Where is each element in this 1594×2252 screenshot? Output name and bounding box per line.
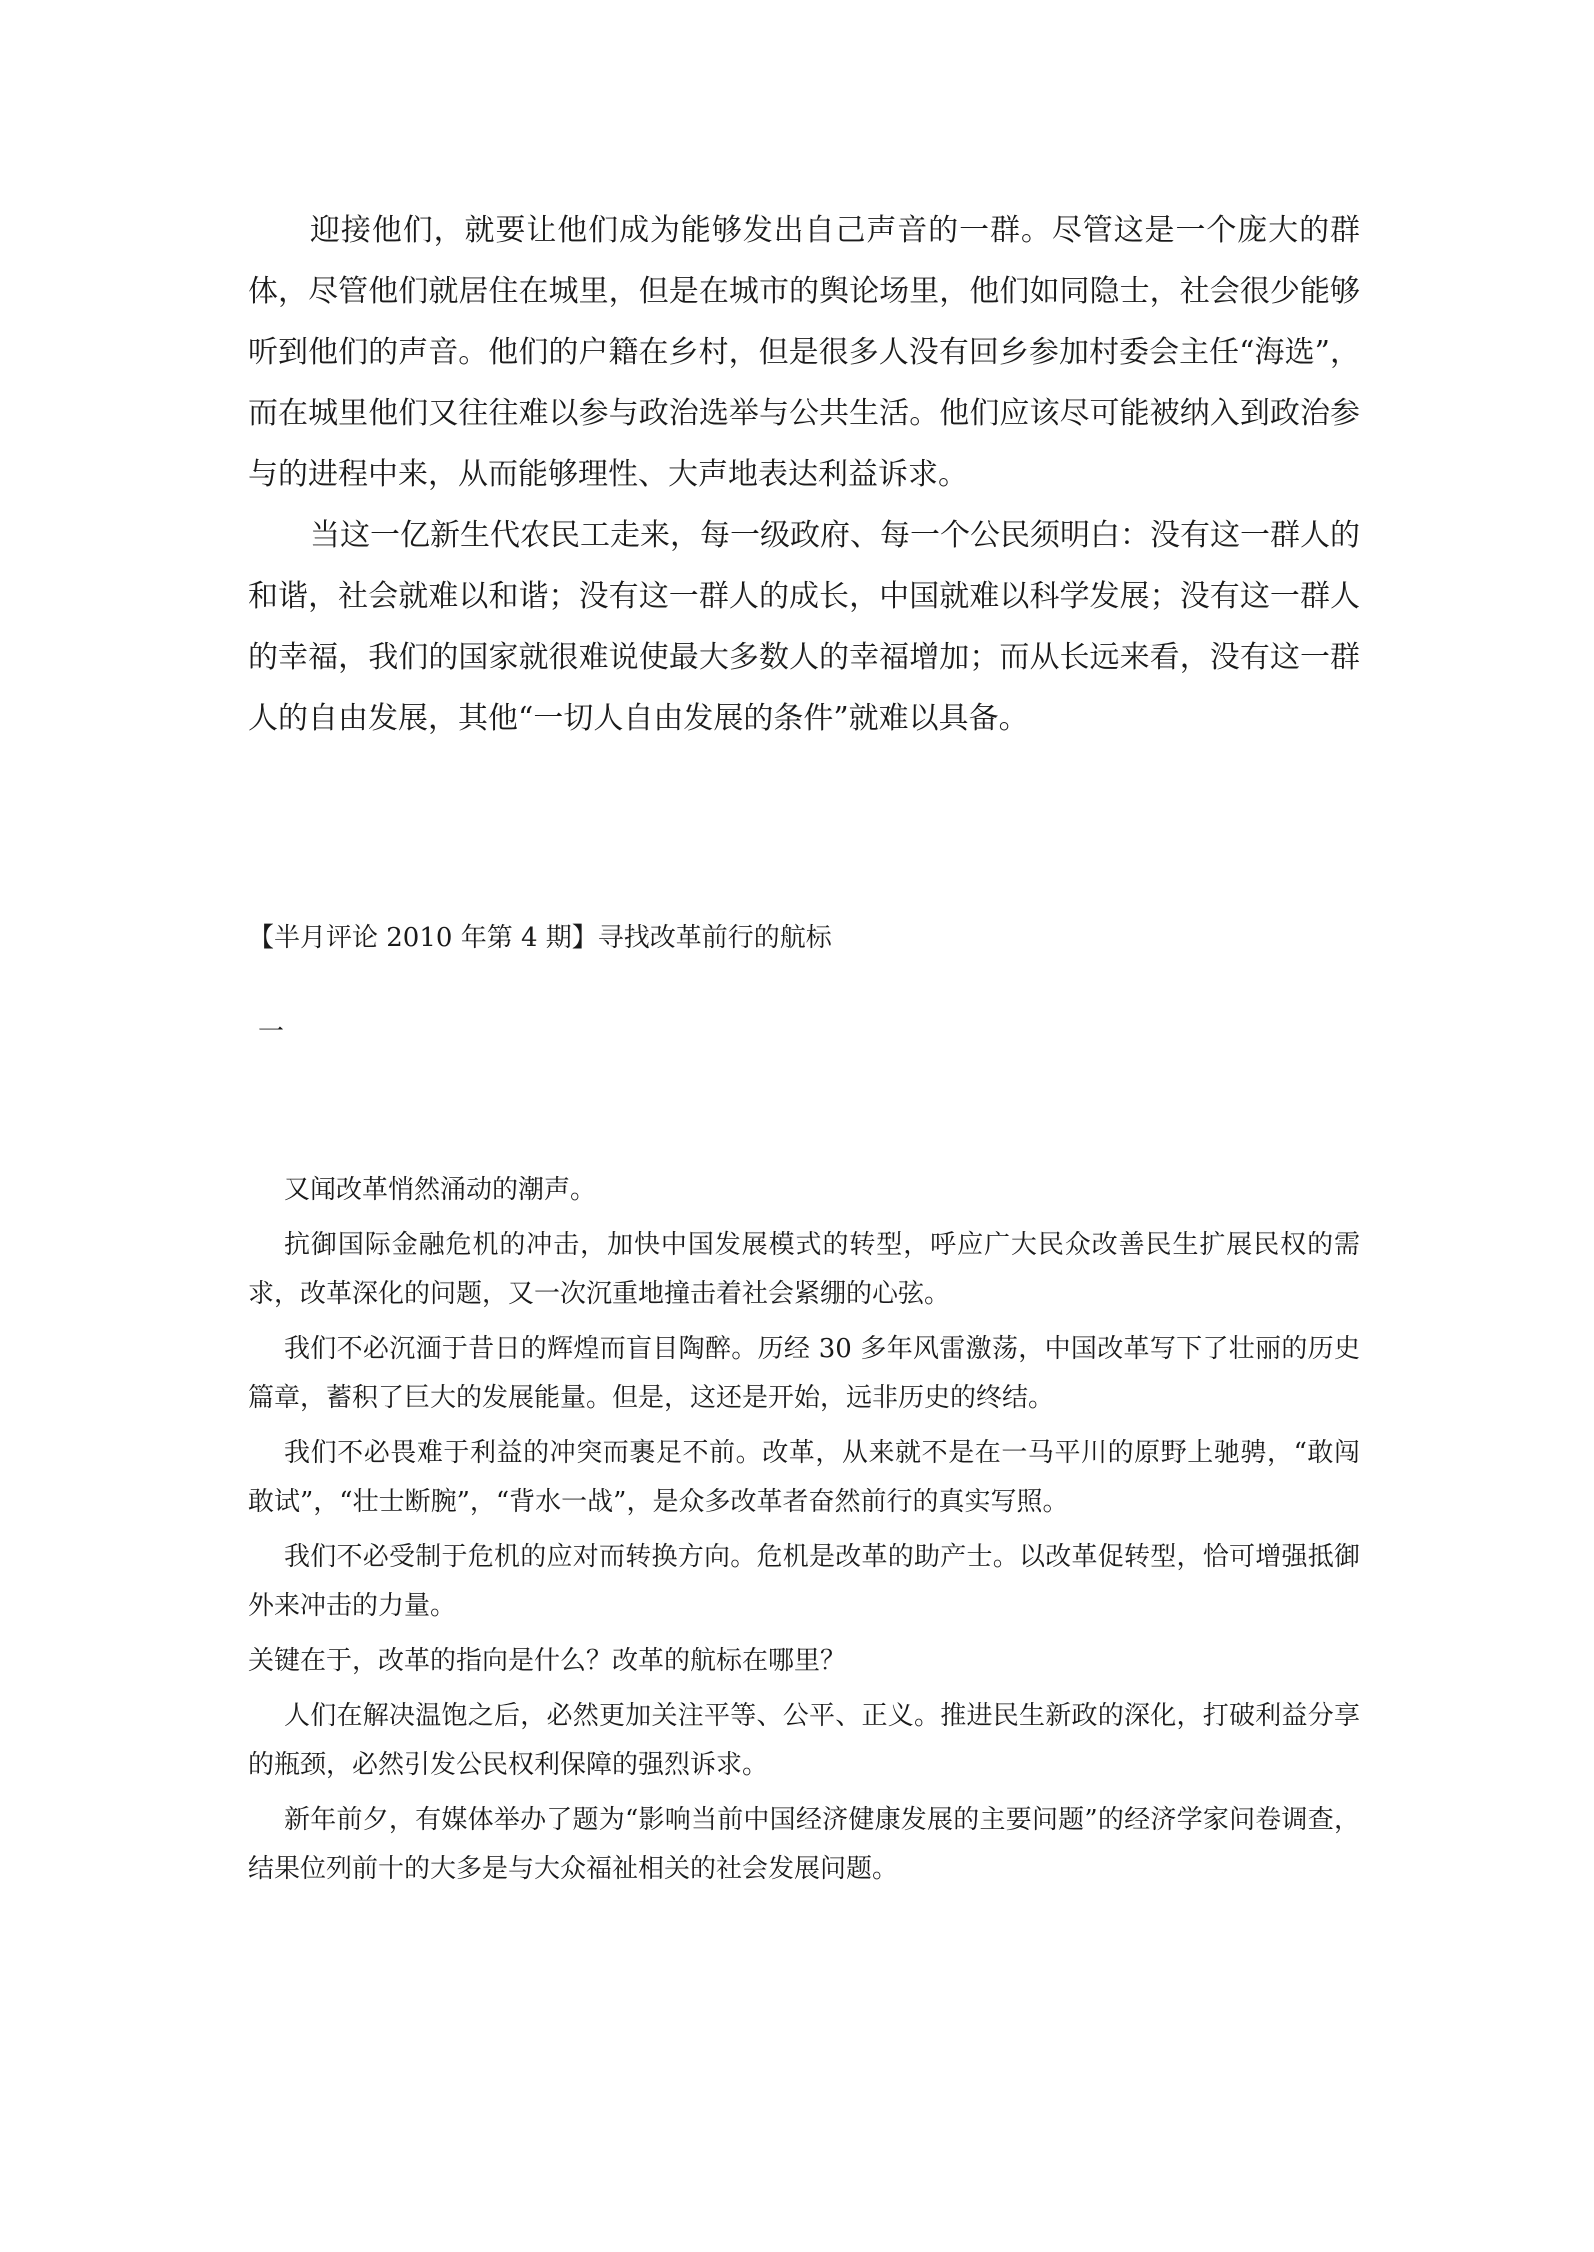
paragraph: 关键在于，改革的指向是什么？改革的航标在哪里？ [248, 1646, 847, 1676]
paragraph: 我们不必畏难于利益的冲突而裹足不前。改革，从来就不是在一马平川的原野上驰骋，“敢闯敢试”，“壮士断腕”，“背水一战”，是众多改革者奋然前行的真实写照。 [248, 1438, 1360, 1517]
article-heading: 【半月评论 2010 年第 4 期】寻找改革前行的航标 [248, 923, 832, 953]
previous-article-body [248, 200, 1360, 749]
article-body [248, 1166, 1360, 1894]
paragraph: 新年前夕，有媒体举办了题为“影响当前中国经济健康发展的主要问题”的经济学家问卷调查，结果位列前十的大多是与大众福祉相关的社会发展问题。 [248, 1805, 1360, 1884]
paragraph: 抗御国际金融危机的冲击，加快中国发展模式的转型，呼应广大民众改善民生扩展民权的需求，改革深化的问题，又一次沉重地撞击着社会紧绷的心弦。 [248, 1230, 1360, 1309]
paragraph: 人们在解决温饱之后，必然更加关注平等、公平、正义。推进民生新政的深化，打破利益分享的瓶颈，必然引发公民权利保障的强烈诉求。 [248, 1701, 1360, 1780]
section-numeral: 一 [258, 1017, 285, 1047]
paragraph: 迎接他们，就要让他们成为能够发出自己声音的一群。尽管这是一个庞大的群体，尽管他们就居住在城里，但是在城市的舆论场里，他们如同隐士，社会很少能够听到他们的声音。他们的户籍在乡村，但是很多人没有回乡参加村委会主任“海选”，而在城里他们又往往难以参与政治选举与公共生活。他们应该尽可能被纳入到政治参与的进程中来，从而能够理性、大声地表达利益诉求。 [248, 213, 1360, 492]
paragraph: 又闻改革悄然涌动的潮声。 [284, 1175, 597, 1205]
paragraph: 我们不必沉湎于昔日的辉煌而盲目陶醉。历经 30 多年风雷激荡，中国改革写下了壮丽的历史篇章，蓄积了巨大的发展能量。但是，这还是开始，远非历史的终结。 [248, 1334, 1360, 1413]
paragraph: 我们不必受制于危机的应对而转换方向。危机是改革的助产士。以改革促转型，恰可增强抵御外来冲击的力量。 [248, 1542, 1360, 1621]
paragraph: 当这一亿新生代农民工走来，每一级政府、每一个公民须明白：没有这一群人的和谐，社会就难以和谐；没有这一群人的成长，中国就难以科学发展；没有这一群人的幸福，我们的国家就很难说使最大多数人的幸福增加；而从长远来看，没有这一群人的自由发展，其他“一切人自由发展的条件”就难以具备。 [248, 518, 1360, 736]
